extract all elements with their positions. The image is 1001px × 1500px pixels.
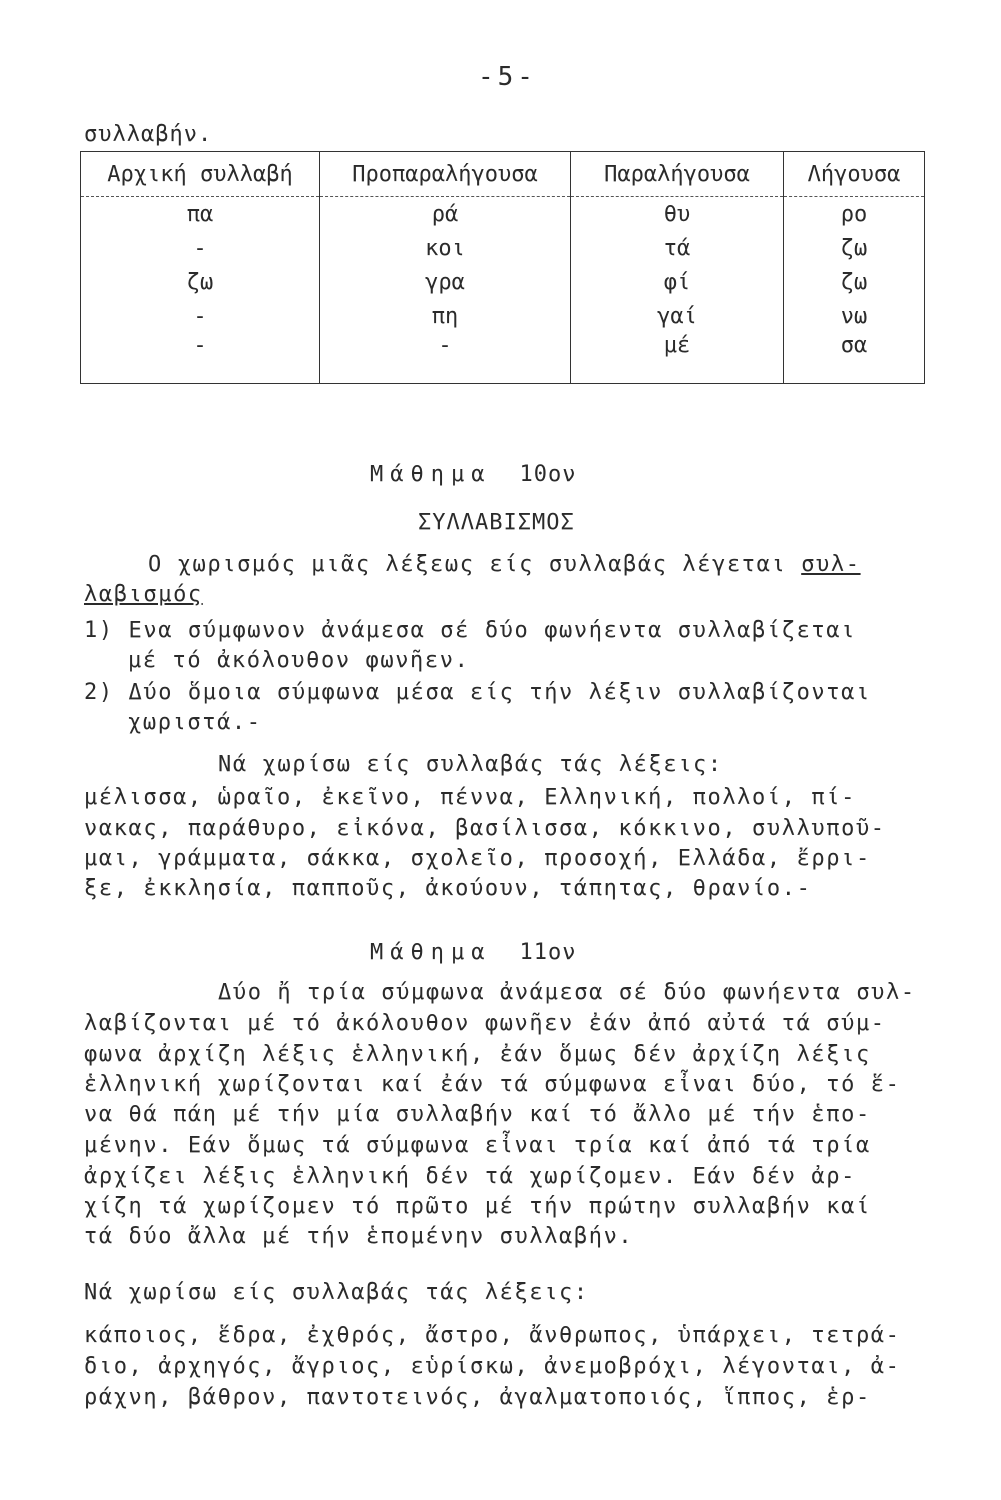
paragraph-line: ἑλληνική χωρίζονται καί ἐάν τά σύμφωνα εἶναι δύο, τό ἕ- <box>84 1072 901 1097</box>
table-header: Λήγουσα <box>784 152 925 197</box>
exercise-title: Νά χωρίσω είς συλλαβάς τάς λέξεις: <box>84 1280 589 1305</box>
table-cell: μέ <box>571 333 784 384</box>
definition-line <box>148 552 861 577</box>
lesson-number: 11ον <box>519 940 577 965</box>
table-cell: ζω <box>784 231 925 265</box>
definition-term: συλ- <box>801 552 861 577</box>
lesson-title-text: Μάθημα <box>370 940 492 965</box>
table-header: Παραλήγουσα <box>571 152 784 197</box>
paragraph-line: ἀρχίζει λέξις ἑλληνική δέν τά χωρίζομεν. Εάν δέν ἀρ- <box>84 1164 856 1189</box>
section-heading: ΣΥΛΛΑΒΙΣΜΟΣ <box>418 510 575 535</box>
exercise-line: μέλισσα, ὡραῖο, ἐκεῖνο, πέννα, Ελληνική, πολλοί, πί- <box>84 785 856 810</box>
definition-text: Ο χωρισμός μιᾶς λέξεως είς συλλαβάς λέγεται <box>148 552 802 577</box>
table-header: Προπαραλήγουσα <box>320 152 571 197</box>
table-cell: κοι <box>320 231 571 265</box>
exercise-line: κάποιος, ἕδρα, ἐχθρός, ἄστρο, ἄνθρωπος, ὑπάρχει, τετρά- <box>84 1323 901 1348</box>
table-cell: σα <box>784 333 925 384</box>
table-cell: νω <box>784 299 925 333</box>
table-cell: - <box>320 333 571 384</box>
paragraph-line: τά δύο ἄλλα μέ τήν ἑπομένην συλλαβήν. <box>84 1224 634 1249</box>
exercise-line: ράχνη, βάθρον, παντοτεινός, ἀγαλματοποιός, ἵππος, ἑρ- <box>84 1385 871 1410</box>
rule-2-continued: χωριστά.- <box>128 710 262 735</box>
paragraph-line: Δύο ἤ τρία σύμφωνα ἀνάμεσα σέ δύο φωνήεντα συλ- <box>218 980 916 1005</box>
table-cell: ζω <box>81 265 320 299</box>
exercise-title: Νά χωρίσω είς συλλαβάς τάς λέξεις: <box>218 752 723 777</box>
table-cell: πα <box>81 197 320 232</box>
table-row <box>81 299 925 333</box>
exercise-line: ξε, ἐκκλησία, παπποῦς, ἀκούουν, τάπητας, θρανίο.- <box>84 876 812 901</box>
table-cell: - <box>81 231 320 265</box>
definition-term-continued: λαβισμός <box>84 582 203 607</box>
paragraph-line: μένην. Εάν ὅμως τά σύμφωνα εἶναι τρία καί ἀπό τά τρία <box>84 1133 871 1158</box>
table-cell: φί <box>571 265 784 299</box>
paragraph-line: φωνα ἀρχίζη λέξις ἑλληνική, ἐάν ὅμως δέν ἀρχίζη λέξις <box>84 1042 871 1067</box>
exercise-line: νακας, παράθυρο, εἰκόνα, βασίλισσα, κόκκινο, συλλυποῦ- <box>84 816 886 841</box>
rule-1: 1) Ενα σύμφωνον ἀνάμεσα σέ δύο φωνήεντα συλλαβίζεται <box>84 618 856 643</box>
table-row <box>81 231 925 265</box>
table-cell: - <box>81 299 320 333</box>
table-cell: τά <box>571 231 784 265</box>
table-cell: - <box>81 333 320 384</box>
lesson-title-text: Μάθημα <box>370 462 492 487</box>
lesson-11-title <box>370 940 576 965</box>
paragraph-line: χίζη τά χωρίζομεν τό πρῶτο μέ τήν πρώτην συλλαβήν καί <box>84 1194 871 1219</box>
page-number: -5- <box>478 62 537 92</box>
table-header: Αρχική συλλαβή <box>81 152 320 197</box>
table-cell: θυ <box>571 197 784 232</box>
lesson-number: 10ον <box>519 462 577 487</box>
paragraph-line: να θά πάη μέ τήν μία συλλαβήν καί τό ἄλλο μέ τήν ἑπο- <box>84 1102 871 1127</box>
exercise-line: μαι, γράμματα, σάκκα, σχολεῖο, προσοχή, Ελλάδα, ἔρρι- <box>84 846 871 871</box>
syllable-table <box>80 151 925 384</box>
table-cell: πη <box>320 299 571 333</box>
table-row <box>81 197 925 232</box>
rule-1-continued: μέ τό ἀκόλουθον φωνῆεν. <box>128 648 470 673</box>
table-cell: ρο <box>784 197 925 232</box>
table-cell: γαί <box>571 299 784 333</box>
intro-word: συλλαβήν. <box>84 122 213 147</box>
table-row <box>81 333 925 384</box>
table-row <box>81 265 925 299</box>
lesson-10-title <box>370 462 576 487</box>
paragraph-line: λαβίζονται μέ τό ἀκόλουθον φωνῆεν ἐάν ἀπό αὐτά τά σύμ- <box>84 1011 886 1036</box>
table-cell: ρά <box>320 197 571 232</box>
table-header-row <box>81 152 925 197</box>
rule-2: 2) Δύο ὅμοια σύμφωνα μέσα είς τήν λέξιν συλλαβίζονται <box>84 680 871 705</box>
table-cell: ζω <box>784 265 925 299</box>
exercise-line: διο, ἀρχηγός, ἄγριος, εὑρίσκω, ἀνεμοβρόχι, λέγονται, ἀ- <box>84 1354 901 1379</box>
table-cell: γρα <box>320 265 571 299</box>
